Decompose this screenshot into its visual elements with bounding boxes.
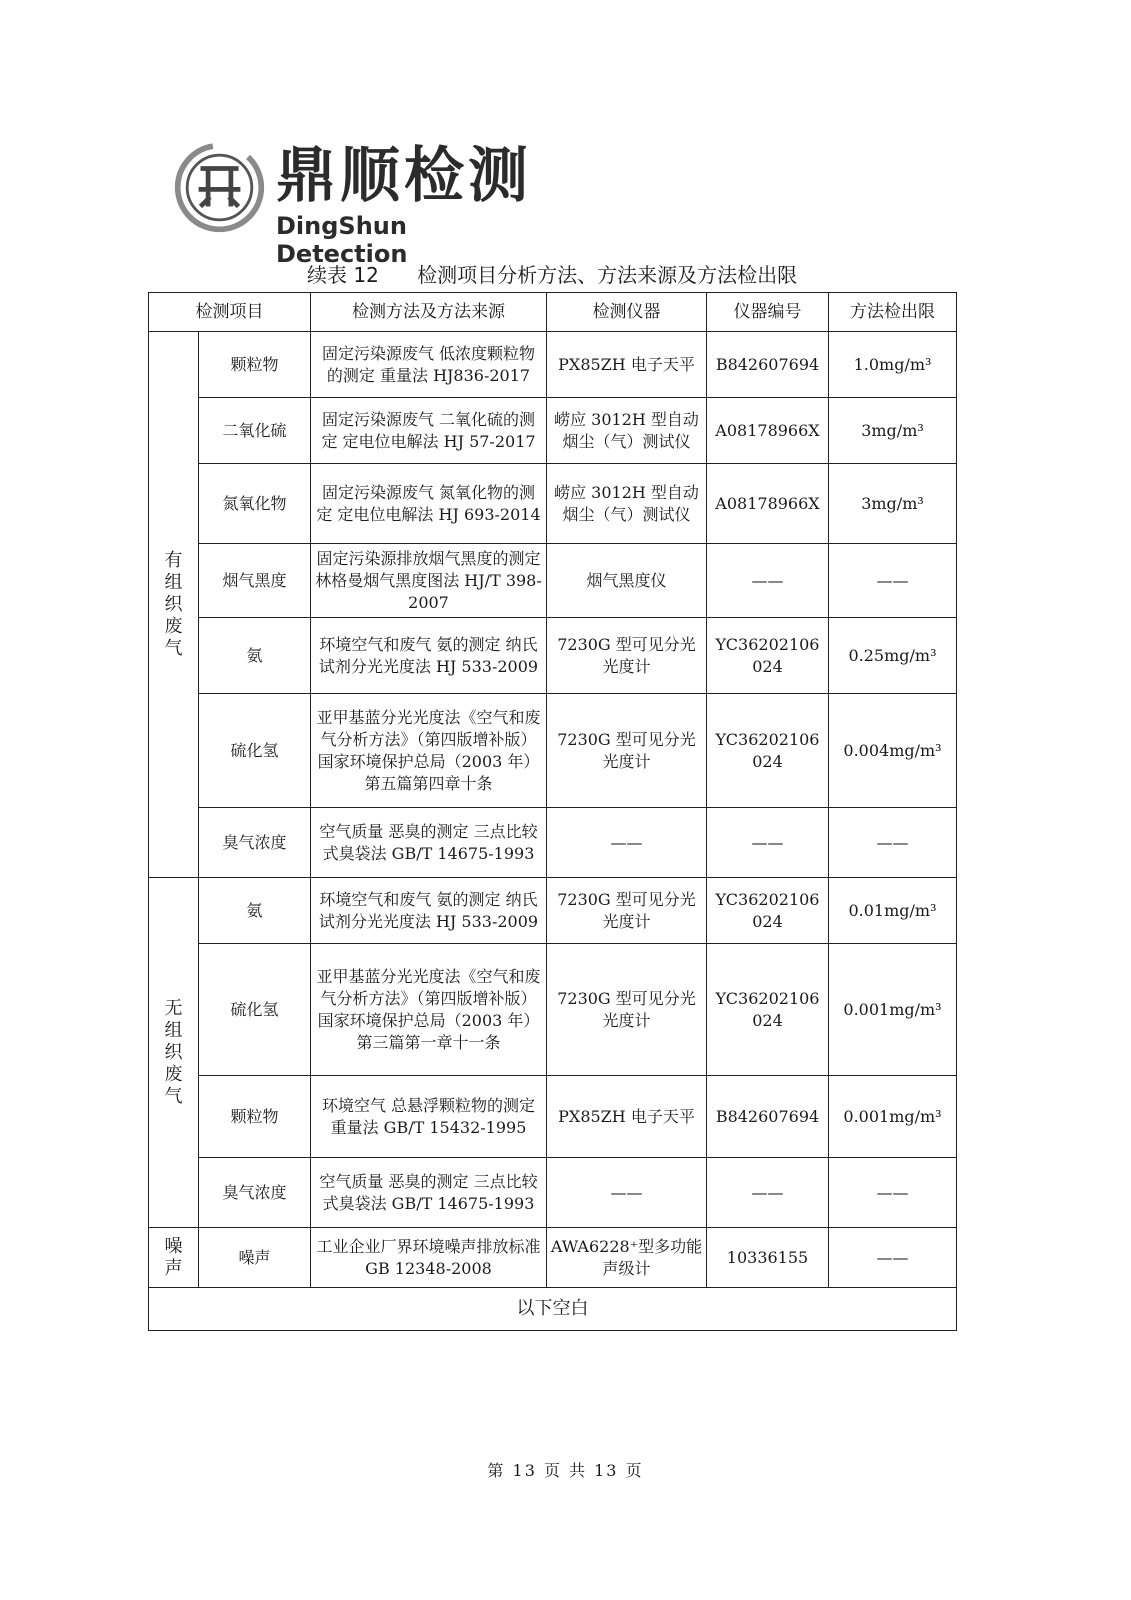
instrument-no-cell: YC36202106 024 bbox=[707, 944, 829, 1076]
instrument-cell: 7230G 型可见分光光度计 bbox=[547, 944, 707, 1076]
detection-limit-cell: —— bbox=[829, 1228, 957, 1288]
instrument-no-cell: YC36202106 024 bbox=[707, 694, 829, 808]
header-instrument-no: 仪器编号 bbox=[707, 293, 829, 332]
header-method: 检测方法及方法来源 bbox=[311, 293, 547, 332]
instrument-no-cell: A08178966X bbox=[707, 464, 829, 544]
table-row bbox=[149, 694, 957, 808]
table-row bbox=[149, 464, 957, 544]
method-cell: 环境空气和废气 氨的测定 纳氏试剂分光光度法 HJ 533-2009 bbox=[311, 878, 547, 944]
instrument-no-cell: YC36202106 024 bbox=[707, 618, 829, 694]
method-cell: 亚甲基蓝分光光度法《空气和废气分析方法》（第四版增补版）国家环境保护总局（2003 年）第五篇第四章十条 bbox=[311, 694, 547, 808]
method-cell: 环境空气 总悬浮颗粒物的测定 重量法 GB/T 15432-1995 bbox=[311, 1076, 547, 1158]
category-cell bbox=[149, 1228, 199, 1288]
blank-note-row bbox=[149, 1288, 957, 1331]
detection-limit-cell: 0.001mg/m³ bbox=[829, 1076, 957, 1158]
logo-emblem-icon bbox=[172, 140, 267, 235]
method-cell: 工业企业厂界环境噪声排放标准 GB 12348-2008 bbox=[311, 1228, 547, 1288]
instrument-cell: AWA6228⁺型多功能声级计 bbox=[547, 1228, 707, 1288]
item-cell: 颗粒物 bbox=[199, 1076, 311, 1158]
instrument-no-cell: —— bbox=[707, 544, 829, 618]
instrument-cell: 7230G 型可见分光光度计 bbox=[547, 618, 707, 694]
instrument-cell: —— bbox=[547, 808, 707, 878]
company-logo bbox=[172, 140, 532, 268]
table-row bbox=[149, 1228, 957, 1288]
logo-english-name: DingShun Detection bbox=[276, 212, 408, 268]
category-label: 噪声 bbox=[164, 1235, 183, 1279]
method-cell: 空气质量 恶臭的测定 三点比较式臭袋法 GB/T 14675-1993 bbox=[311, 808, 547, 878]
table-number: 续表 12 bbox=[307, 263, 379, 287]
detection-limit-cell: 0.25mg/m³ bbox=[829, 618, 957, 694]
table-row bbox=[149, 808, 957, 878]
instrument-no-cell: 10336155 bbox=[707, 1228, 829, 1288]
item-cell: 臭气浓度 bbox=[199, 808, 311, 878]
instrument-cell: PX85ZH 电子天平 bbox=[547, 332, 707, 398]
method-cell: 固定污染源排放烟气黑度的测定 林格曼烟气黑度图法 HJ/T 398-2007 bbox=[311, 544, 547, 618]
instrument-cell: 烟气黑度仪 bbox=[547, 544, 707, 618]
instrument-no-cell: YC36202106 024 bbox=[707, 878, 829, 944]
method-cell: 亚甲基蓝分光光度法《空气和废气分析方法》（第四版增补版）国家环境保护总局（2003 年）第三篇第一章十一条 bbox=[311, 944, 547, 1076]
instrument-no-cell: A08178966X bbox=[707, 398, 829, 464]
detection-limit-cell: 1.0mg/m³ bbox=[829, 332, 957, 398]
detection-limit-cell: 3mg/m³ bbox=[829, 464, 957, 544]
item-cell: 烟气黑度 bbox=[199, 544, 311, 618]
detection-limit-cell: 3mg/m³ bbox=[829, 398, 957, 464]
table-caption bbox=[307, 262, 907, 288]
table-row bbox=[149, 332, 957, 398]
page-footer: 第 13 页 共 13 页 bbox=[487, 1461, 644, 1480]
blank-note: 以下空白 bbox=[149, 1288, 957, 1331]
table-row bbox=[149, 1158, 957, 1228]
item-cell: 二氧化硫 bbox=[199, 398, 311, 464]
item-cell: 氨 bbox=[199, 878, 311, 944]
header-instrument: 检测仪器 bbox=[547, 293, 707, 332]
table-row bbox=[149, 1076, 957, 1158]
instrument-cell: 7230G 型可见分光光度计 bbox=[547, 694, 707, 808]
method-cell: 空气质量 恶臭的测定 三点比较式臭袋法 GB/T 14675-1993 bbox=[311, 1158, 547, 1228]
header-limit: 方法检出限 bbox=[829, 293, 957, 332]
item-cell: 氮氧化物 bbox=[199, 464, 311, 544]
category-label: 无组织废气 bbox=[164, 997, 183, 1107]
instrument-no-cell: —— bbox=[707, 1158, 829, 1228]
method-cell: 固定污染源废气 低浓度颗粒物的测定 重量法 HJ836-2017 bbox=[311, 332, 547, 398]
detection-limit-cell: —— bbox=[829, 1158, 957, 1228]
table-header-row bbox=[149, 293, 957, 332]
table-title: 检测项目分析方法、方法来源及方法检出限 bbox=[417, 263, 798, 287]
table-row bbox=[149, 944, 957, 1076]
item-cell: 硫化氢 bbox=[199, 944, 311, 1076]
category-cell bbox=[149, 332, 199, 878]
instrument-cell: —— bbox=[547, 1158, 707, 1228]
table-row bbox=[149, 618, 957, 694]
table-row bbox=[149, 398, 957, 464]
category-cell bbox=[149, 878, 199, 1228]
item-cell: 噪声 bbox=[199, 1228, 311, 1288]
instrument-cell: 崂应 3012H 型自动烟尘（气）测试仪 bbox=[547, 398, 707, 464]
detection-limit-cell: 0.01mg/m³ bbox=[829, 878, 957, 944]
instrument-cell: 7230G 型可见分光光度计 bbox=[547, 878, 707, 944]
table-row bbox=[149, 878, 957, 944]
item-cell: 臭气浓度 bbox=[199, 1158, 311, 1228]
method-cell: 环境空气和废气 氨的测定 纳氏试剂分光光度法 HJ 533-2009 bbox=[311, 618, 547, 694]
item-cell: 颗粒物 bbox=[199, 332, 311, 398]
item-cell: 硫化氢 bbox=[199, 694, 311, 808]
detection-limit-cell: —— bbox=[829, 544, 957, 618]
detection-methods-table bbox=[148, 292, 957, 1331]
instrument-no-cell: B842607694 bbox=[707, 332, 829, 398]
instrument-no-cell: B842607694 bbox=[707, 1076, 829, 1158]
category-label: 有组织废气 bbox=[164, 549, 183, 659]
table-row bbox=[149, 544, 957, 618]
instrument-no-cell: —— bbox=[707, 808, 829, 878]
instrument-cell: PX85ZH 电子天平 bbox=[547, 1076, 707, 1158]
header-item: 检测项目 bbox=[149, 293, 311, 332]
detection-limit-cell: 0.001mg/m³ bbox=[829, 944, 957, 1076]
detection-limit-cell: 0.004mg/m³ bbox=[829, 694, 957, 808]
instrument-cell: 崂应 3012H 型自动烟尘（气）测试仪 bbox=[547, 464, 707, 544]
logo-chinese-name: 鼎顺检测 bbox=[276, 141, 532, 211]
method-cell: 固定污染源废气 二氧化硫的测定 定电位电解法 HJ 57-2017 bbox=[311, 398, 547, 464]
detection-limit-cell: —— bbox=[829, 808, 957, 878]
method-cell: 固定污染源废气 氮氧化物的测定 定电位电解法 HJ 693-2014 bbox=[311, 464, 547, 544]
item-cell: 氨 bbox=[199, 618, 311, 694]
